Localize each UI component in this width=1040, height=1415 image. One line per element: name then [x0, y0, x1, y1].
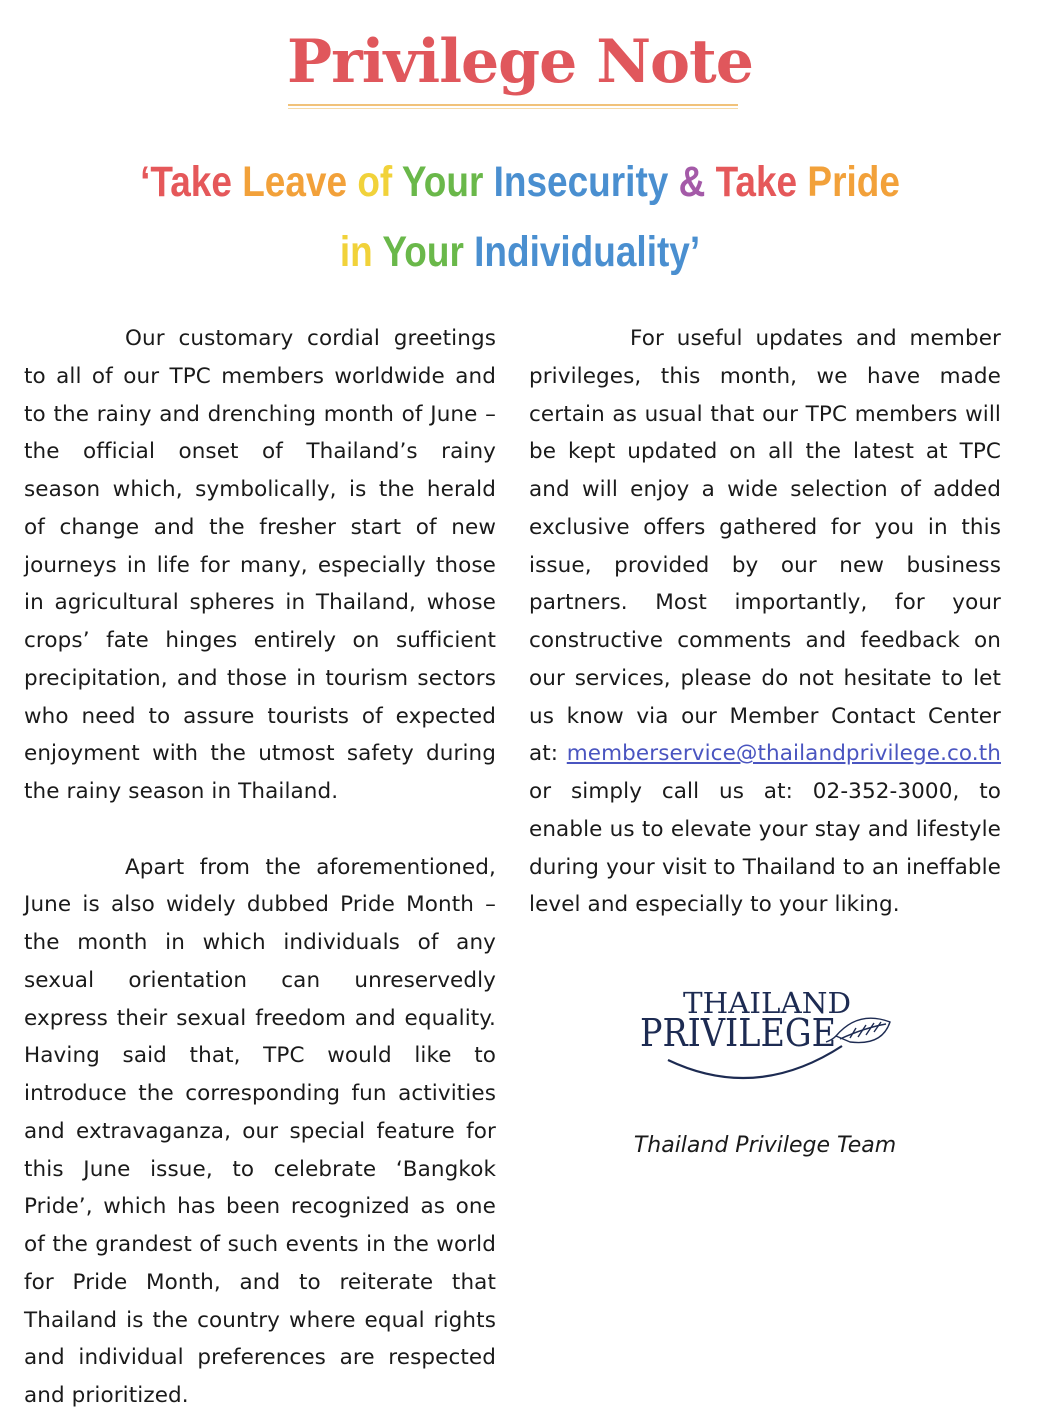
- right-paragraph: [529, 320, 1001, 924]
- headline-word: in: [339, 228, 383, 276]
- headline-word: Your: [382, 228, 475, 276]
- title-underline: [288, 104, 738, 106]
- member-service-email-link[interactable]: memberservice@thailandprivilege.co.th: [566, 741, 1001, 767]
- headline-line-1: [73, 152, 967, 212]
- headline-word: ‘Take: [140, 158, 243, 206]
- logo-line-2: PRIVILEGE: [640, 1011, 836, 1055]
- left-column: [24, 320, 496, 1415]
- signature: Thailand Privilege Team: [633, 1133, 897, 1158]
- headline-word: Take: [715, 158, 808, 206]
- page-title: Privilege Note: [287, 27, 753, 97]
- headline-word: Pride: [807, 158, 900, 206]
- logo-line-1: THAILAND: [683, 986, 851, 1020]
- headline-word: of: [357, 158, 402, 206]
- headline-word: Individuality’: [474, 228, 701, 276]
- headline-word: Leave: [242, 158, 358, 206]
- title-underline-secondary: [288, 108, 738, 109]
- headline-word: Insecurity: [493, 158, 679, 206]
- headline-line-2: [73, 222, 967, 282]
- left-paragraph-1: Our customary cordial greetings to all of our TPC members worldwide and to the rainy and drenching month of June – the official onset of Thailand’s rainy season which, symbolically, is the herald of change and the fresher start of new journeys in life for many, especially those in agricultural spheres in Thailand, whose crops’ fate hinges entirely on sufficient precipitation, and those in tourism sectors who need to assure tourists of expected enjoyment with the utmost safety during the rainy season in Thailand.: [24, 326, 496, 804]
- headline-word: Your: [401, 158, 494, 206]
- right-column: [529, 320, 1001, 924]
- right-paragraph-intro: For useful updates and member privileges, this month, we have made certain as usual that our TPC members will be kept updated on all the latest at TPC and will enjoy a wide selection of added exclusive offers gathered for you in this issue, provided by our new business partners. Most importantly, for your constructive comments and feedback on our services, please do not hesitate to let us know via our Member Contact Center at:: [529, 326, 1001, 767]
- headline-word: &: [678, 158, 716, 206]
- right-paragraph-outro: or simply call us at: 02-352-3000, to enable us to elevate your stay and lifestyle during your visit to Thailand to an ineffable level and especially to your liking.: [529, 779, 1001, 918]
- left-paragraph-2: Apart from the aforementioned, June is also widely dubbed Pride Month – the month in which individuals of any sexual orientation can unreservedly express their sexual freedom and equality. Having said that, TPC would like to introduce the corresponding fun activities and extravaganza, our special feature for this June issue, to celebrate ‘Bangkok Pride’, which has been recognized as one of the grandest of such events in the world for Pride Month, and to reiterate that Thailand is the country where equal rights and individual preferences are respected and prioritized.: [24, 854, 496, 1408]
- thailand-privilege-logo: [636, 984, 898, 1084]
